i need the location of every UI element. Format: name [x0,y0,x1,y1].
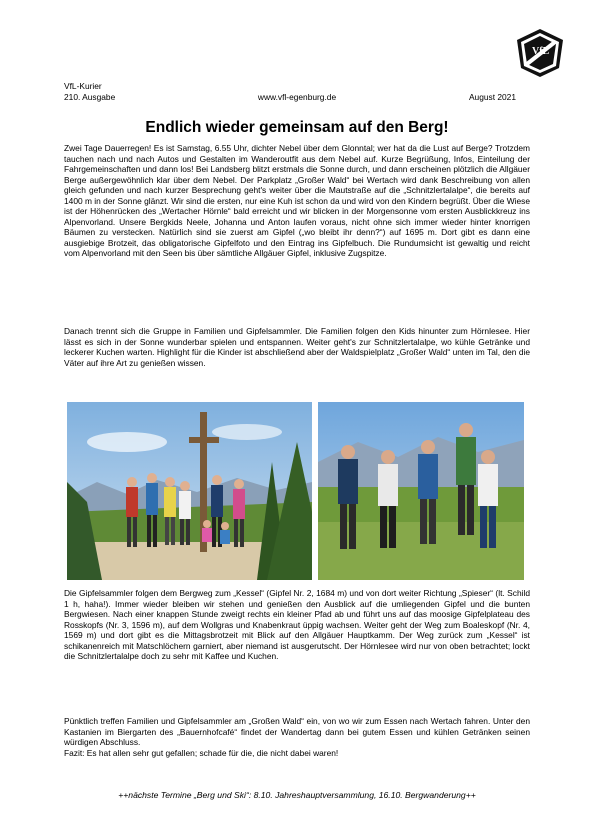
issue-number: 210. Ausgabe [64,91,116,102]
article-paragraph: Pünktlich treffen Familien und Gipfelsammler am „Großen Wald“ ein, von wo wir zum Essen nach Wertach fahren. Unter den Kastanien im Biergarten des „Bauernhofcafé“ findet der Wandertag dann bei gutem Essen und kühlen Getränken seinen würdigen Abschluss. Fazit: Es hat allen sehr gut gefallen; schade für die, die nicht dabei waren! [64,716,530,758]
article-paragraph: Danach trennt sich die Gruppe in Familien und Gipfelsammler. Die Familien folgen den Kids hinunter zum Hörnlesee. Hier lässt es sich in der Sonne wunderbar spielen und entspannen. Weiter geht's zur Schnitzlertalalpe, wo kühle Getränke und leckerer Kuchen warten. Highlight für die Kinder ist abschließend aber der Waldspielplatz „Großer Wald“ unten im Tal, den die Väter auf ihre Art zu genießen wissen. [64,326,530,368]
newsletter-title: VfL-Kurier [64,81,102,91]
summit-group-photo [67,402,312,580]
club-logo [515,28,565,78]
article-title: Endlich wieder gemeinsam auf den Berg! [145,119,449,136]
article-paragraph: Die Gipfelsammler folgen dem Bergweg zum „Kessel“ (Gipfel Nr. 2, 1684 m) und von dort weiter Richtung „Spieser“ (lt. Schild 1 h, haha!). Immer wieder bleiben wir stehen und genießen den Ausblick auf die umliegenden Gipfel und die bunten Bergwiesen. Nach einer knappen Stunde zweigt rechts ein kleiner Pfad ab und führt uns auf das moosige Gipfelplateau des Rosskopfs (Nr. 3, 1596 m), auf dem Wollgras und Knabenkraut üppig wachsen. Weiter geht der Weg zum Boaleskopf (Nr. 4, 1569 m) und dort gibt es die Mittagsbrotzeit mit Blick auf den Allgäuer Hauptkamm. Der Weg zurück zum „Kessel“ ist schikanenreich mit Matschlöchern garniert, aber niemand ist ausgerutscht. Der Hörnlesee wird nur von oben betrachtet; lockt die Schnitzlertalalpe doch zu sehr mit Kaffee und Kuchen. [64,588,530,662]
issue-date: August 2021 [468,92,516,102]
article-paragraph: Zwei Tage Dauerregen! Es ist Samstag, 6.55 Uhr, dichter Nebel über dem Glonntal; wer hat da die Lust auf Berge? Trotzdem tauchen nach und nach Autos und Gestalten im Wanderoutfit aus dem Nebel auf. Kurze Begrüßung, Infos, Einteilung der Fahrgemeinschaften und dann los! Bei Landsberg blitzt erstmals die Sonne durch, und dann erscheinen plötzlich die Allgäuer Berge außergewöhnlich klar über dem Nebel. Der Parkplatz „Großer Wald“ bei Wertach wird dank Beschreibung von allen gleich gefunden und nach kurzer Besprechung geht's weiter über die Mautstraße auf die „Schnitzlertalalpe“, die bereits auf 1400 m in der Sonne glänzt. Wir sind die ersten, nur eine Kuh ist schon da und wird von den Kindern begrüßt. Über die Wiese ist der Höhenrücken des „Wertacher Hörnle“ bald erreicht und wir blicken in der Morgensonne vom ersten Ausblickkreuz ins Alpenvorland. Unsere Bergkids Neele, Johanna und Anton laufen voraus, nicht ohne sich immer wieder hinter knorrigen Bäumen zu verstecken. Natürlich sind sie zuerst am Gipfel („wo bleibt ihr denn?“) auf 1695 m. Dort gibt es dann eine ausgiebige Brotzeit, das obligatorische Gipfelfoto und den Eintrag ins Gipfelbuch. Die Rundumsicht ist gewaltig und reicht vom Alpenvorland mit den Seen bis über sämtliche Allgäuer Gipfel, inklusive Zugspitze. [64,143,531,259]
svg-text:VfL: VfL [532,46,550,57]
website-url[interactable]: www.vfl-egenburg.de [257,92,337,102]
upcoming-events-footer: ++nächste Termine „Berg und Ski“: 8.10. Jahreshauptversammlung, 16.10. Bergwanderung++ [118,790,476,800]
hikers-group-photo [318,402,524,580]
